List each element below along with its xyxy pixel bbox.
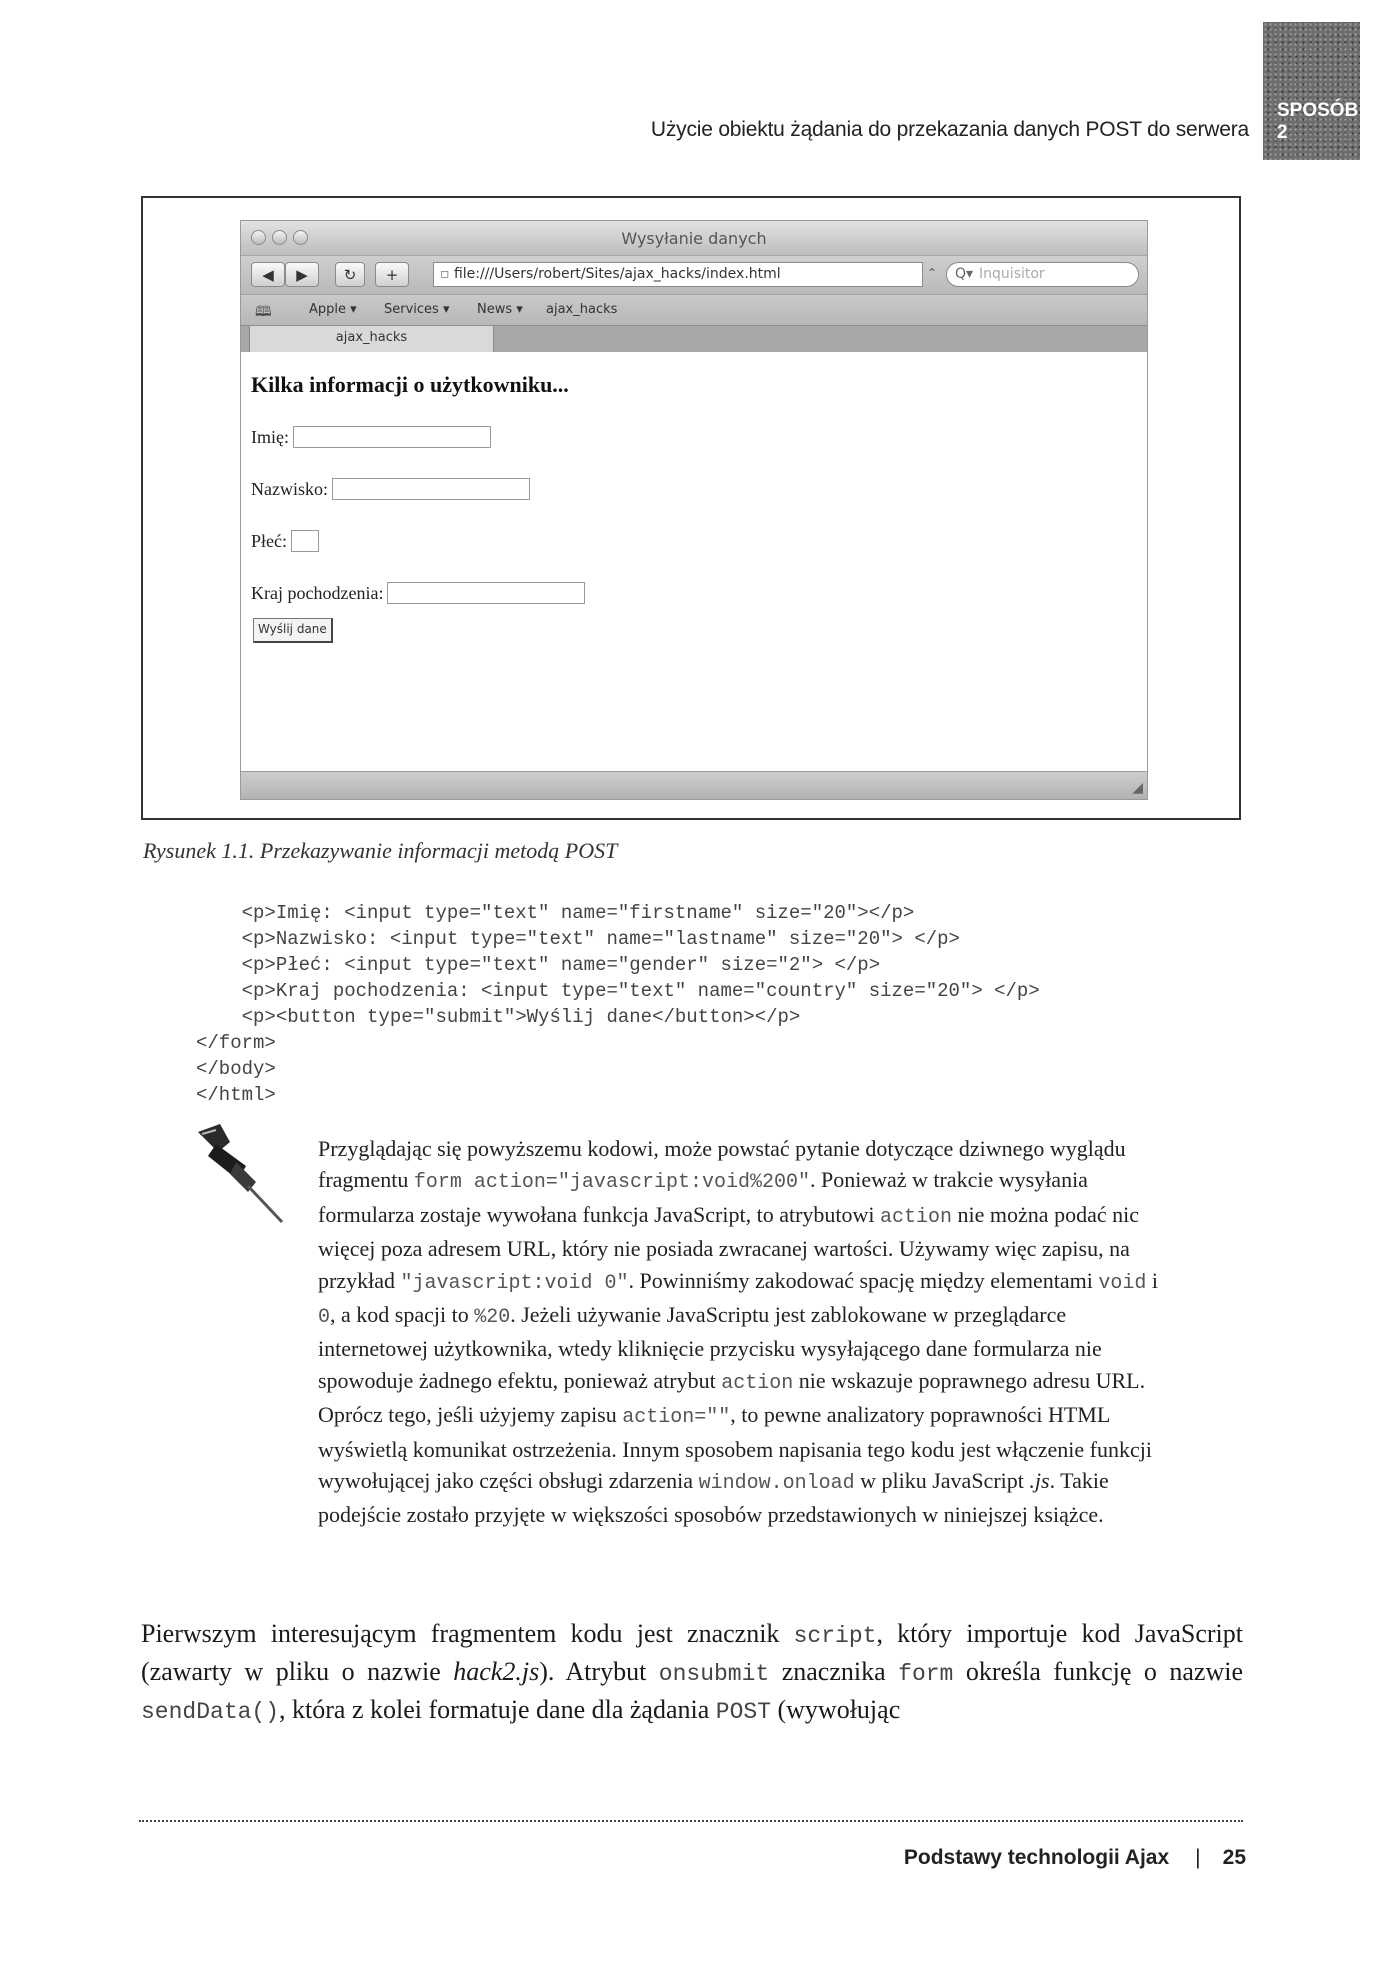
address-text: file:///Users/robert/Sites/ajax_hacks/index.html: [453, 266, 781, 282]
footer-rule: [139, 1820, 1243, 1822]
body-text-part: ). Atrybut: [539, 1657, 659, 1686]
body-paragraph: [141, 1616, 1243, 1730]
note-text-part: . Powinniśmy zakodować spację między elementami: [628, 1267, 1099, 1293]
note-code: action: [880, 1205, 953, 1229]
plus-icon: +: [385, 265, 399, 284]
note-code: "javascript:void 0": [400, 1271, 629, 1295]
forward-arrow-icon: ▶: [296, 265, 308, 284]
tab-ajax-hacks[interactable]: ajax_hacks: [249, 326, 494, 352]
lastname-label: Nazwisko:: [251, 478, 328, 499]
note-text-part: , a kod spacji to: [330, 1302, 475, 1328]
body-italic: hack2.js: [453, 1657, 540, 1686]
forward-button[interactable]: [285, 262, 319, 287]
title-bar: [241, 221, 1147, 256]
note-text-part: nie można podać nic więcej poza adresem URL, który nie posiada zwracanej wartości. Używamy więc zapisu, na przykład: [318, 1201, 1139, 1293]
back-arrow-icon: ◀: [262, 265, 274, 284]
note-code: 0: [318, 1306, 331, 1330]
page-footer: [904, 1846, 1246, 1870]
resize-grip-icon[interactable]: ◢: [1132, 780, 1143, 796]
code-listing: <p>Imię: <input type="text" name="firstname" size="20"></p> <p>Nazwisko: <input type="text" name="lastname" size="20"> </p> <p>Płeć: <input type="text" name="gender" size="2"> </p> <p>Kraj pochodzenia: <input type="text" name="country" size="20"> </p> <p><button type="submit">Wyślij dane</button></p> </form> </body> </html>: [196, 902, 1040, 1106]
address-bar[interactable]: [433, 262, 923, 287]
pushpin-note-icon: [190, 1122, 290, 1226]
figure-frame: [141, 196, 1241, 820]
back-button[interactable]: [251, 262, 285, 287]
lastname-row: [251, 478, 530, 500]
body-text-part: (wywołując: [771, 1695, 901, 1724]
body-code: onsubmit: [658, 1661, 770, 1687]
note-text-part: i: [1146, 1267, 1158, 1293]
form-title: Kilka informacji o użytkowniku...: [251, 372, 569, 397]
note-code: void: [1098, 1271, 1147, 1295]
corner-tab-number: 2: [1277, 122, 1288, 143]
figure-caption: Rysunek 1.1. Przekazywanie informacji metodą POST: [143, 838, 618, 863]
bookmark-news[interactable]: News ▾: [477, 302, 523, 317]
body-text-part: , która z kolei formatuje dane dla żądania: [279, 1695, 716, 1724]
page-icon: ▫: [440, 266, 450, 282]
page-number: 25: [1222, 1846, 1246, 1869]
chapter-corner-tab: [1263, 22, 1360, 160]
note-code: window.onload: [698, 1472, 855, 1496]
note-text-part: w pliku JavaScript: [854, 1468, 1030, 1494]
address-dropdown-icon[interactable]: ⌃: [927, 266, 938, 280]
gender-label: Płeć:: [251, 530, 287, 551]
note-italic: .js: [1029, 1468, 1050, 1494]
browser-window: [240, 220, 1148, 800]
country-input[interactable]: [387, 582, 585, 604]
note-text-part: , to pewne analizatory poprawności HTML wyświetlą komunikat ostrzeżenia. Innym sposobem napisania tego kodu jest włączenie funkcji wywołującej jako części obsługi zdarzenia: [318, 1402, 1152, 1494]
body-code: sendData(): [141, 1699, 280, 1725]
book-icon[interactable]: 🕮: [255, 304, 272, 320]
body-code: script: [793, 1623, 877, 1649]
country-row: [251, 582, 585, 604]
note-code: action: [721, 1371, 794, 1395]
reload-button[interactable]: [335, 262, 365, 287]
body-code: POST: [715, 1699, 771, 1725]
note-code: form action="javascript:void%200": [413, 1171, 810, 1195]
gender-row: [251, 530, 319, 552]
note-code: %20: [474, 1306, 511, 1330]
submit-button[interactable]: Wyślij dane: [253, 618, 333, 643]
note-text: [318, 1133, 1178, 1531]
search-placeholder: Inquisitor: [979, 266, 1045, 282]
footer-separator: |: [1195, 1846, 1201, 1869]
note-text-part: Przyglądając się powyższemu kodowi, może powstać pytanie dotyczące dziwnego wyglądu fragmentu: [318, 1136, 1126, 1193]
firstname-row: [251, 426, 491, 448]
body-text-part: Pierwszym interesującym fragmentem kodu jest znacznik: [141, 1619, 794, 1648]
bookmark-ajax-hacks[interactable]: ajax_hacks: [546, 302, 618, 317]
status-bar: [241, 771, 1147, 799]
note-text-part: nie wskazuje poprawnego adresu URL. Oprócz tego, jeśli użyjemy zapisu: [318, 1367, 1146, 1428]
body-code: form: [898, 1661, 954, 1687]
browser-toolbar: [241, 256, 1147, 294]
footer-book-title: Podstawy technologii Ajax: [903, 1846, 1170, 1869]
bookmark-services[interactable]: Services ▾: [384, 302, 450, 317]
body-text-part: znacznika: [769, 1657, 899, 1686]
country-label: Kraj pochodzenia:: [251, 582, 384, 603]
note-text-part: . Takie podejście zostało przyjęte w większości sposobów przedstawionych w niniejszej książce.: [318, 1468, 1109, 1528]
bookmark-apple[interactable]: Apple ▾: [309, 302, 357, 317]
firstname-label: Imię:: [251, 426, 289, 447]
page-content: [241, 352, 1147, 772]
note-code: action="": [622, 1406, 731, 1430]
note-text-part: . Ponieważ w trakcie wysyłania formularza zostaje wywołana funkcja JavaScript, to atrybutowi: [318, 1167, 1088, 1227]
tab-bar: [241, 325, 1147, 353]
window-title: Wysyłanie danych: [621, 229, 767, 248]
bookmarks-bar: [241, 294, 1147, 325]
corner-tab-label: [1277, 100, 1358, 144]
add-bookmark-button[interactable]: [375, 262, 409, 287]
search-field[interactable]: [946, 262, 1139, 287]
firstname-input[interactable]: [293, 426, 491, 448]
body-text-part: określa funkcję o nazwie: [953, 1657, 1244, 1686]
reload-icon: ↻: [343, 265, 357, 284]
gender-input[interactable]: [291, 530, 319, 552]
search-icon: Q▾: [955, 266, 974, 282]
note-text-part: . Jeżeli używanie JavaScriptu jest zablokowane w przeglądarce internetowej użytkownika, wtedy kliknięcie przycisku wysyłającego dane formularza nie spowoduje żadnego efektu, ponieważ atrybut: [318, 1302, 1102, 1393]
lastname-input[interactable]: [332, 478, 530, 500]
body-text-part: , który importuje kod JavaScript (zawarty w pliku o nazwie: [141, 1619, 1244, 1686]
corner-tab-word: SPOSÓB: [1277, 100, 1359, 121]
running-head: Użycie obiektu żądania do przekazania danych POST do serwera: [650, 118, 1249, 141]
